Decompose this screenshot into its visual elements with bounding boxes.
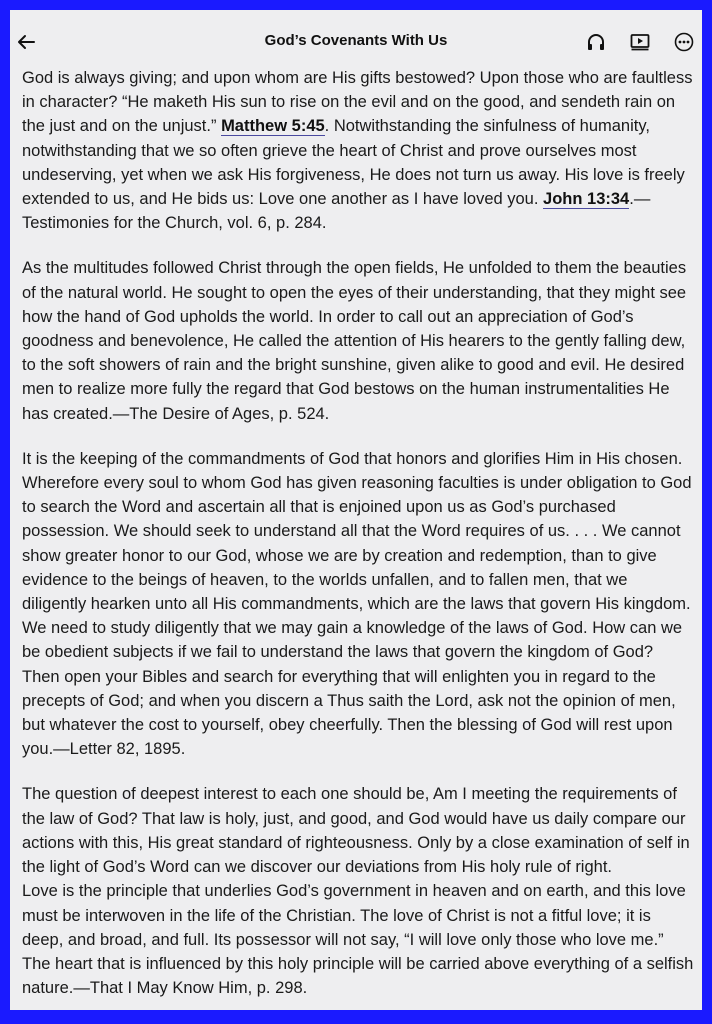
more-options-icon — [674, 32, 694, 52]
page-title: God’s Covenants With Us — [264, 32, 448, 49]
paragraph: The question of deepest interest to each one should be, Am I meeting the requirements of the law of God? That law is holy, just, and good, and God would have us daily compare our actions with this, His great standard of righteousness. Only by a close examination of self in the light of God’s Word can we discover our deviations from His holy rule of right. — [22, 785, 690, 877]
scripture-link-matthew[interactable]: Matthew 5:45 — [221, 117, 325, 136]
paragraph: We need to study diligently that we may gain a knowledge of the laws of God. How can we be obedient subjects if we fail to understand the laws that govern the kingdom of God? Then open your Bibles and search for everything that will enlighten you in regard to the precepts of God; and when you discern a Thus saith the Lord, ask not the opinion of men, but whatever the cost to yourself, obey cheerfully. Then the blessing of God will rest upon you.—Letter 82, 1895. — [22, 619, 683, 759]
listen-button[interactable] — [584, 30, 608, 54]
paragraph-text: God is always giving; and upon whom are His gifts bestowed? Upon those who are faultless in character? “He maketh His sun to rise on the evil and on the good, and sendeth rain on the just and on the unjust.” — [22, 69, 693, 136]
paragraph: It is the keeping of the commandments of God that honors and glorifies Him in His chosen. Wherefore every soul to whom God has given reasoning faculties is under obligation to God to search the Word and ascertain all that is enjoined upon us as God’s purchased possession. We should seek to understand all that the Word requires of us. . . . We cannot show greater honor to our God, whose we are by creation and redemption, than to give evidence to the beings of heaven, to the worlds unfallen, and to fallen men, that we diligently hearken unto all His commandments, which are the laws that govern His kingdom. — [22, 449, 692, 614]
paragraph: As the multitudes followed Christ through the open fields, He unfolded to them the beauties of the natural world. He sought to open the eyes of their understanding, that they might see how the hand of God upholds the world. In order to call out an appreciation of God’s goodness and benevolence, He called the attention of His hearers to the gently falling dew, to the soft showers of rain and the bright sunshine, given alike to good and evil. He desired men to realize more fully the regard that God bestows on the human instrumentalities He has created.—The Desire of Ages, p. 524. — [22, 259, 687, 423]
video-button[interactable] — [628, 30, 652, 54]
top-bar — [10, 10, 702, 74]
reader-frame — [10, 10, 702, 1010]
paragraph-text: . Notwithstanding the sinfulness of humanity, notwithstanding that we so often grieve the heart of Christ and prove ourselves most undeserving, yet when we ask His forgiveness, He does not turn us away. His love is freely extended to us, and He bids us: Love one another as I have loved you. — [22, 117, 685, 209]
paragraph: Love is the principle that underlies God’s government in heaven and on earth, and this love must be interwoven in the life of the Christian. The love of Christ is not a fitful love; it is deep, and broad, and full. Its possessor will not say, “I will love only those who love me.” The heart that is influenced by this holy principle will be carried above everything of a selfish nature.—That I May Know Him, p. 298. — [22, 882, 694, 998]
paragraph-text: .—Testimonies for the Church, vol. 6, p. 284. — [22, 190, 651, 233]
play-video-icon — [630, 33, 650, 51]
reading-content — [22, 66, 694, 1000]
headphones-icon — [586, 33, 606, 51]
scripture-link-john[interactable]: John 13:34 — [543, 190, 630, 209]
paragraph — [22, 66, 694, 235]
more-options-button[interactable] — [672, 30, 696, 54]
